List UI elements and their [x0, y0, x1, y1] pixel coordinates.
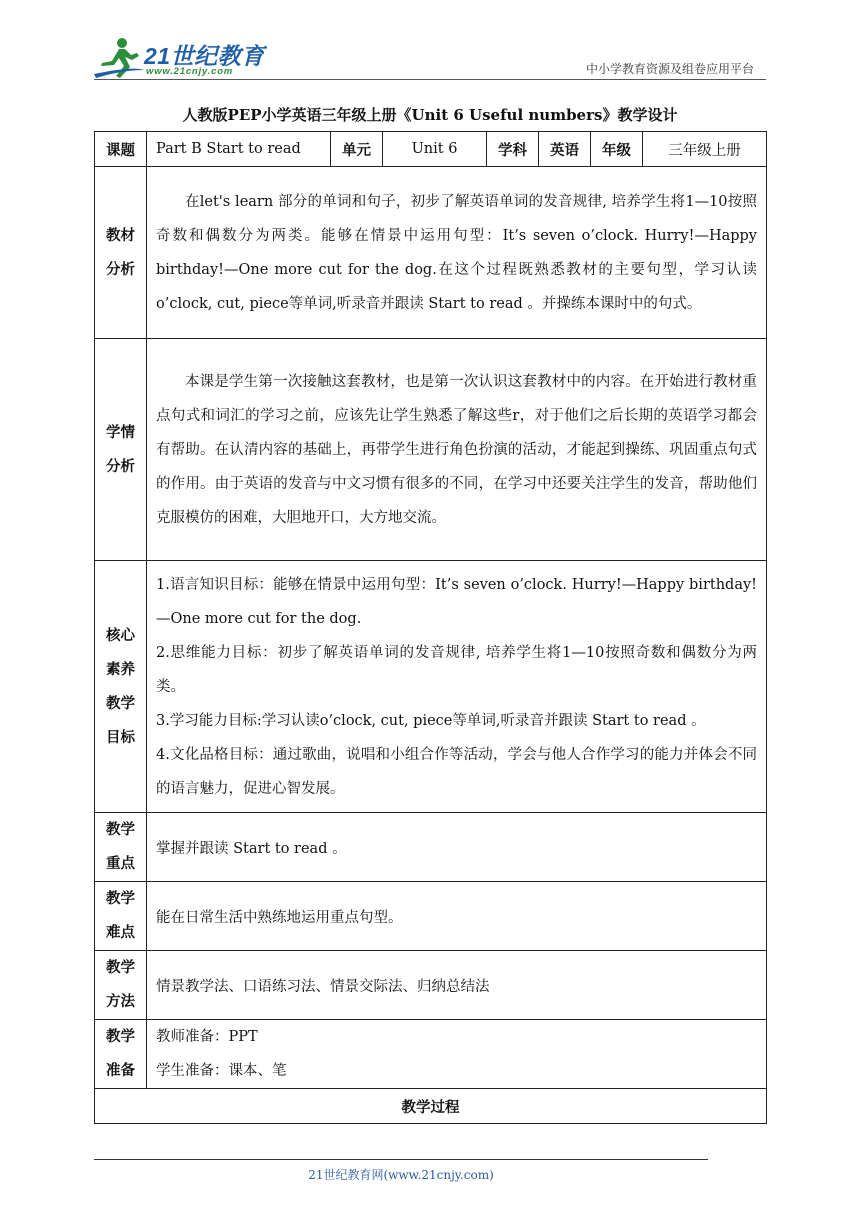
materials-text: 在let's learn 部分的单词和句子，初步了解英语单词的发音规律, 培养学生将1—10按照奇数和偶数分为两类。能够在情景中运用句型：It’s seven o’clock. Hurry!—Happy birthday!—One more cut for the dog.在这个过程既熟悉教材的主要句型，学习认读o’clock, cut, piece等单词,听录音并跟读 Start to read 。并操练本课时中的句式。 — [156, 193, 757, 312]
lesson-plan-table — [94, 131, 767, 1124]
table-row — [95, 951, 767, 1020]
topic-label: 课题 — [95, 132, 147, 167]
goals-label: 核心素养教学目标 — [95, 561, 147, 813]
table-row — [95, 561, 767, 813]
difficulties-text: 能在日常生活中熟练地运用重点句型。 — [147, 882, 767, 951]
key-points-text: 掌握并跟读 Start to read 。 — [147, 813, 767, 882]
difficulties-label: 教学难点 — [95, 882, 147, 951]
footer-link[interactable]: 21世纪教育网(www.21cnjy.com) — [308, 1168, 494, 1182]
learners-text: 本课是学生第一次接触这套教材，也是第一次认识这套教材中的内容。在开始进行教材重点句式和词汇的学习之前，应该先让学生熟悉了解这些r，对于他们之后长期的英语学习都会有帮助。在认清内容的基础上，再带学生进行角色扮演的活动，才能起到操练、巩固重点句式的作用。由于英语的发音与中文习惯有很多的不同，在学习中还要关注学生的发音，帮助他们克服模仿的困难，大胆地开口，大方地交流。 — [156, 373, 757, 526]
grade-label: 年级 — [591, 132, 643, 167]
unit-label: 单元 — [331, 132, 383, 167]
table-row — [95, 132, 767, 167]
teacher-preparation: 教师准备：PPT — [156, 1029, 258, 1045]
table-row — [95, 813, 767, 882]
student-preparation: 学生准备：课本、笔 — [156, 1063, 287, 1079]
grade-value: 三年级上册 — [643, 132, 767, 167]
goal-item: 4.文化品格目标：通过歌曲，说唱和小组合作等活动，学会与他人合作学习的能力并体会不同的语言魅力，促进心智发展。 — [156, 746, 757, 797]
learners-label: 学情分析 — [95, 339, 147, 561]
header-divider — [94, 79, 766, 80]
subject-label: 学科 — [487, 132, 539, 167]
footer-divider — [94, 1159, 708, 1160]
table-row — [95, 1020, 767, 1089]
methods-label: 教学方法 — [95, 951, 147, 1020]
process-heading: 教学过程 — [95, 1089, 767, 1124]
table-row — [95, 1089, 767, 1124]
goal-item: 3.学习能力目标:学习认读o’clock, cut, piece等单词,听录音并跟读 Start to read 。 — [156, 712, 706, 729]
table-row — [95, 167, 767, 339]
logo-text: 21世纪教育 — [144, 43, 265, 69]
topic-value: Part B Start to read — [147, 132, 331, 167]
logo-url: www.21cnjy.com — [146, 66, 234, 77]
platform-name: 中小学教育资源及组卷应用平台 — [585, 62, 754, 76]
goal-item: 2.思维能力目标：初步了解英语单词的发音规律, 培养学生将1—10按照奇数和偶数分为两类。 — [156, 644, 757, 695]
materials-label: 教材分析 — [95, 167, 147, 339]
table-row — [95, 339, 767, 561]
document-title: 人教版PEP小学英语三年级上册《Unit 6 Useful numbers》教学设计 — [182, 106, 678, 124]
table-row — [95, 882, 767, 951]
unit-value: Unit 6 — [383, 132, 487, 167]
key-points-label: 教学重点 — [95, 813, 147, 882]
preparation-label: 教学准备 — [95, 1020, 147, 1089]
goal-item: 1.语言知识目标：能够在情景中运用句型：It’s seven o’clock. Hurry!—Happy birthday!—One more cut for the dog. — [156, 576, 757, 627]
subject-value: 英语 — [539, 132, 591, 167]
methods-text: 情景教学法、口语练习法、情景交际法、归纳总结法 — [147, 951, 767, 1020]
